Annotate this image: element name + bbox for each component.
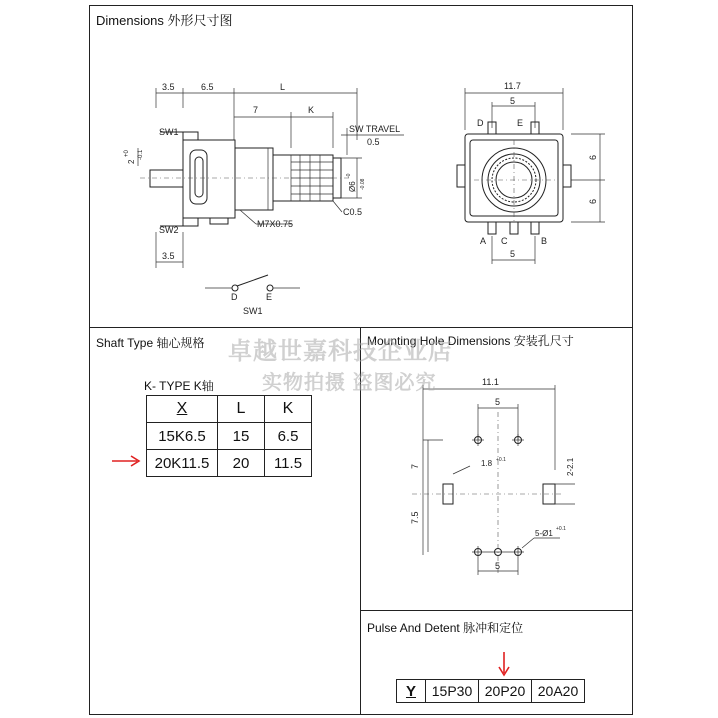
shaft-cell: 15 <box>218 423 265 450</box>
sw-travel-value: 0.5 <box>367 137 380 147</box>
mh-hole-1-8-tol: +0.1 <box>496 457 506 463</box>
dim-6-5: 6.5 <box>201 82 214 92</box>
switch-E-label: E <box>266 292 273 302</box>
pulse-cell-20a20: 20A20 <box>532 680 585 703</box>
dim-3-5-top: 3.5 <box>162 82 175 92</box>
dim-L: L <box>280 82 286 92</box>
shaft-header-k: K <box>265 396 312 423</box>
dim-phi6-tol-top: -0 <box>346 173 352 178</box>
shaft-table <box>146 395 312 477</box>
shaft-cell: 6.5 <box>265 423 312 450</box>
dim-6-lower: 6 <box>588 198 598 204</box>
mh-hole-1-8: 1.8 <box>481 459 493 468</box>
pulse-cell-y: Y <box>397 680 426 703</box>
shaft-row-20k115 <box>147 450 312 477</box>
pin-A-label: A <box>480 236 487 246</box>
sw-travel-label: SW TRAVEL <box>349 124 401 134</box>
mh-5-phi-1-tol: +0.1 <box>556 526 566 532</box>
switch-symbol <box>205 275 300 316</box>
shaft-cell: 20K11.5 <box>147 450 218 477</box>
pin-D-label: D <box>477 118 484 128</box>
dim-K: K <box>308 105 315 115</box>
front-view <box>457 81 605 264</box>
mh-5-phi-1: 5-Ø1 <box>535 529 553 538</box>
pin-B-label: B <box>541 236 548 246</box>
watermark-line-1: 卓越世嘉科技企业店 <box>228 338 453 365</box>
dim-5-bottom: 5 <box>510 249 516 259</box>
pulse-table <box>396 679 585 703</box>
switch-D-label: D <box>231 292 238 302</box>
mh-dim-7: 7 <box>410 463 420 469</box>
shaft-header-l: L <box>218 396 265 423</box>
side-view <box>124 82 404 268</box>
pulse-cell-20p20: 20P20 <box>479 680 532 703</box>
pin-C-label: C <box>501 236 508 246</box>
shaft-selected-arrow <box>112 456 139 466</box>
pin-E-label: E <box>517 118 524 128</box>
mh-dim-2-2-1: 2-2.1 <box>566 457 575 476</box>
sw2-label: SW2 <box>159 225 179 235</box>
shaft-cell: 20 <box>218 450 265 477</box>
shaft-header-x: X <box>147 396 218 423</box>
mh-dim-11-1: 11.1 <box>482 377 499 387</box>
shaft-table-header <box>147 396 312 423</box>
pulse-cell-15p30: 15P30 <box>426 680 479 703</box>
c05-label: C0.5 <box>343 207 363 217</box>
pulse-title: Pulse And Detent 脉冲和定位 <box>367 621 524 635</box>
mounting-hole-drawing <box>410 377 575 575</box>
shaft-cell: 11.5 <box>265 450 312 477</box>
mh-dim-5-top: 5 <box>495 397 501 407</box>
shaft-row-15k65 <box>147 423 312 450</box>
sw1-label: SW1 <box>159 127 179 137</box>
watermark-line-2: 实物拍摄 盗图必究 <box>262 372 437 394</box>
pulse-selected-arrow <box>499 652 509 675</box>
dim-2-tol-top: +0 <box>124 150 130 157</box>
dim-7: 7 <box>253 105 259 115</box>
dim-11-7: 11.7 <box>504 81 521 91</box>
shaft-cell: 15K6.5 <box>147 423 218 450</box>
dim-2: 2 <box>127 159 136 164</box>
dim-2-tol-bottom: -0.1 <box>138 149 144 160</box>
dimensions-title: Dimensions 外形尺寸图 <box>96 13 233 28</box>
pulse-row <box>397 680 585 703</box>
mh-dim-7-5: 7.5 <box>410 511 420 524</box>
mounting-title: Mounting Hole Dimensions 安装孔尺寸 <box>367 334 574 348</box>
dim-5-top: 5 <box>510 96 516 106</box>
dim-phi6: Ø6 <box>348 181 357 192</box>
dim-6-upper: 6 <box>588 154 598 160</box>
shaft-title: Shaft Type 轴心规格 <box>96 336 205 350</box>
switch-sw1-label: SW1 <box>243 306 263 316</box>
mh-dim-5-bottom: 5 <box>495 561 501 571</box>
k-type-subtitle: K- TYPE K轴 <box>144 379 214 393</box>
dim-3-5-bottom: 3.5 <box>162 251 175 261</box>
m7-label: M7X0.75 <box>257 219 294 229</box>
dim-phi6-tol-bottom: -0.08 <box>360 178 366 190</box>
